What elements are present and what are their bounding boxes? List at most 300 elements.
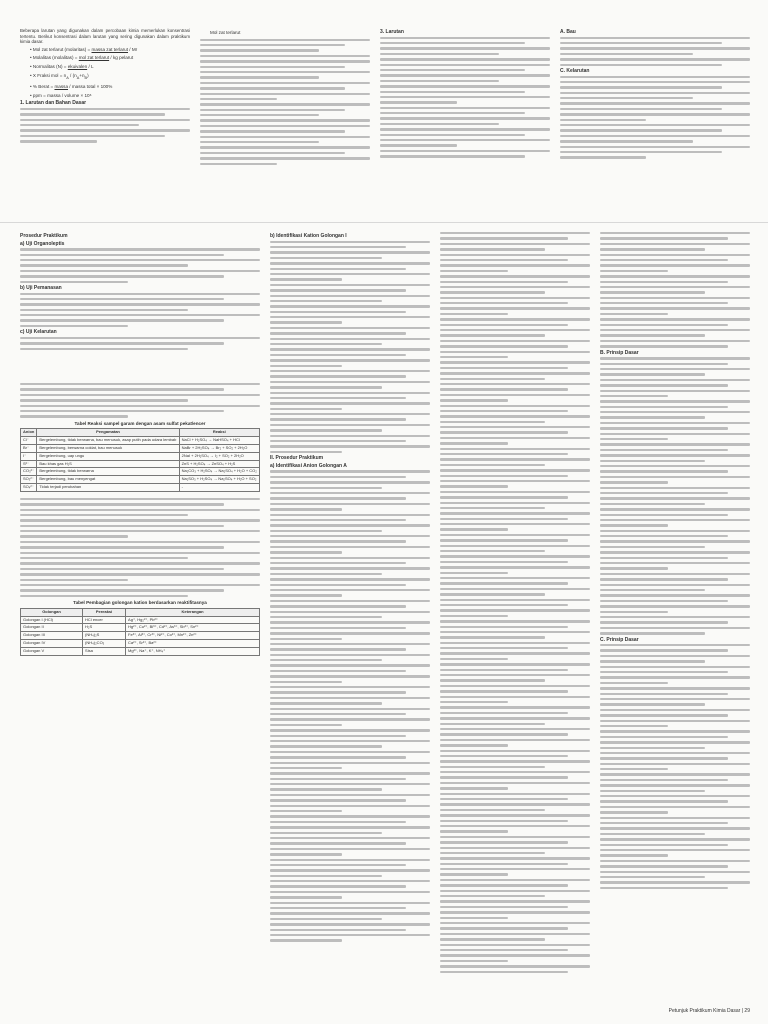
text-line [600, 438, 668, 440]
text-line [600, 390, 750, 392]
text-line [270, 551, 342, 553]
text-line [440, 900, 590, 902]
table-cell: Bergelembung, tidak berwarna [37, 468, 179, 476]
text-line [440, 566, 590, 568]
text-line [270, 875, 382, 877]
text-line [600, 806, 750, 808]
table-cell: I⁻ [21, 452, 37, 460]
text-line [270, 519, 406, 521]
table-header-cell: Keterangan [126, 608, 260, 616]
text-line [270, 740, 430, 742]
text-line [270, 859, 430, 861]
text-line [440, 378, 545, 380]
text-line [270, 492, 430, 494]
text-line [270, 381, 430, 383]
text-line [270, 262, 430, 264]
text-line [440, 302, 568, 304]
text-line [270, 445, 430, 447]
table-cell: SO₄²⁻ [21, 483, 37, 491]
table-cell: Br⁻ [21, 444, 37, 452]
formula-molalitas: • Molalitas (molalitas) = mol zat terlarut / kg pelarut [30, 55, 134, 61]
text-line [440, 717, 590, 719]
table-cell: HCl encer [83, 616, 126, 624]
table-row [21, 616, 260, 624]
formula-top-center: Mol zat terlarut [210, 30, 241, 35]
text-line [600, 655, 750, 657]
text-line [270, 268, 406, 270]
text-line [440, 755, 568, 757]
text-line [270, 638, 342, 640]
formula-ppm: • ppm = massa / volume × 10⁶ [30, 92, 92, 98]
text-line [440, 345, 568, 347]
text-line [600, 497, 750, 499]
text-line [600, 671, 728, 673]
text-line [600, 779, 728, 781]
text-line [270, 912, 430, 914]
text-line [270, 681, 342, 683]
text-line [440, 550, 545, 552]
text-line [600, 784, 750, 786]
text-line [270, 837, 430, 839]
text-line [270, 896, 342, 898]
text-line [270, 332, 406, 334]
table-header-cell: Reaksi [179, 429, 259, 437]
text-line [600, 795, 750, 797]
text-line [270, 918, 382, 920]
text-line [440, 965, 590, 967]
text-line [600, 232, 750, 234]
pengenceran-heading: 1. Larutan dan Bahan Dasar [20, 100, 87, 107]
table-cell: Golongan V [21, 647, 83, 655]
table-cell: H₂S [83, 624, 126, 632]
table-cell: Fe³⁺, Al³⁺, Cr³⁺, Ni²⁺, Co²⁺, Mn²⁺, Zn²⁺ [126, 632, 260, 640]
text-line [440, 787, 508, 789]
text-line [270, 788, 382, 790]
text-line [600, 871, 750, 873]
text-line [600, 291, 705, 293]
text-line [270, 343, 382, 345]
top-center-left-column [200, 28, 370, 213]
text-line [440, 555, 590, 557]
text-line [270, 487, 382, 489]
text-line [600, 768, 668, 770]
text-line [600, 297, 750, 299]
text-line [270, 686, 430, 688]
text-line [600, 324, 728, 326]
text-line [440, 663, 590, 665]
text-line [270, 762, 430, 764]
table-cell: SO₃²⁻ [21, 476, 37, 484]
text-line [270, 338, 430, 340]
text-line [600, 573, 750, 575]
text-line [600, 600, 728, 602]
text-line [270, 756, 406, 758]
text-line [270, 697, 430, 699]
text-line [440, 448, 590, 450]
text-line [440, 917, 508, 919]
text-line [270, 562, 406, 564]
text-line [440, 297, 590, 299]
text-line [600, 546, 705, 548]
text-line [270, 643, 430, 645]
text-line [600, 368, 750, 370]
text-line [270, 573, 382, 575]
text-line [270, 729, 430, 731]
table-cell: Golongan I (HCl) [21, 616, 83, 624]
text-line [270, 810, 342, 812]
bottom-left-column [20, 232, 260, 1012]
text-line [440, 771, 590, 773]
text-line [600, 736, 728, 738]
text-line [600, 757, 728, 759]
text-line [270, 497, 406, 499]
text-line [270, 370, 430, 372]
page-footer: Petunjuk Praktikum Kimia Dasar | 29 [668, 1008, 750, 1014]
text-line [440, 507, 545, 509]
table-header-cell: Anion [21, 429, 37, 437]
table-row [21, 476, 260, 484]
text-line [600, 557, 728, 559]
text-line [270, 311, 406, 313]
text-line [440, 609, 590, 611]
text-line [270, 826, 430, 828]
text-line [440, 415, 590, 417]
text-line [440, 836, 590, 838]
text-line [440, 960, 508, 962]
text-line [270, 869, 430, 871]
text-line [440, 890, 590, 892]
text-line [440, 814, 590, 816]
text-line [270, 594, 342, 596]
text-line [270, 402, 430, 404]
anion-table-caption: Tabel Reaksi sampel garam dengan asam sulfat pekat/encer [74, 420, 206, 426]
text-line [440, 264, 590, 266]
text-line [270, 589, 430, 591]
text-line [440, 750, 590, 752]
text-line [270, 246, 406, 248]
table-cell: Na₂CO₃ + H₂SO₄ → Na₂SO₄ + H₂O + CO₂ [179, 468, 259, 476]
text-line [270, 470, 430, 472]
text-line [600, 487, 750, 489]
formula-fraksi: • X Fraksi mol = $n_A / (n_A+n_B)$ [30, 72, 89, 80]
text-line [440, 679, 545, 681]
text-line [600, 693, 728, 695]
text-line [270, 514, 430, 516]
table-cell: S²⁻ [21, 460, 37, 468]
text-line [440, 491, 590, 493]
text-line [270, 842, 406, 844]
text-line [440, 582, 568, 584]
text-line [440, 270, 508, 272]
text-line [270, 451, 342, 453]
table-row [21, 444, 260, 452]
text-line [600, 345, 728, 347]
text-line [440, 631, 590, 633]
formula-normalitas: • Normalitas (N) = ekuivalen / L [30, 63, 94, 69]
bau-heading: A. Bau [560, 29, 576, 35]
table-header-row [21, 608, 260, 616]
text-line [600, 406, 728, 408]
text-line [600, 334, 705, 336]
text-line [440, 825, 590, 827]
text-line [600, 519, 750, 521]
table-cell: Mg²⁺, Na⁺, K⁺, NH₄⁺ [126, 647, 260, 655]
table-row [21, 452, 260, 460]
table-cell: Na₂SO₃ + H₂SO₄ → Na₂SO₄ + H₂O + SO₂ [179, 476, 259, 484]
text-line [600, 703, 705, 705]
text-line [600, 720, 750, 722]
text-line [440, 410, 568, 412]
table-row [21, 483, 260, 491]
text-line [270, 627, 406, 629]
table-cell: Ag⁺, Hg₂²⁺, Pb²⁺ [126, 616, 260, 624]
text-line [270, 864, 406, 866]
text-line [600, 687, 750, 689]
text-line [270, 815, 430, 817]
text-line [440, 690, 568, 692]
table-header-cell: Golongan [21, 608, 83, 616]
text-line [440, 534, 590, 536]
table-row [21, 468, 260, 476]
text-line [270, 418, 406, 420]
text-line [600, 752, 750, 754]
text-line [270, 413, 430, 415]
text-line [440, 933, 590, 935]
bottom-right-column [600, 232, 750, 992]
text-line [440, 922, 590, 924]
text-line [440, 949, 568, 951]
text-line [270, 907, 406, 909]
table-row [21, 437, 260, 445]
text-line [270, 632, 430, 634]
text-line [440, 712, 568, 714]
text-line [270, 359, 430, 361]
text-line [270, 481, 430, 483]
text-line [270, 611, 430, 613]
text-line [600, 860, 750, 862]
text-line [600, 379, 750, 381]
text-line [270, 605, 406, 607]
intro-paragraph: Beberapa larutan yang digunakan dalam percobaan kimia memerlukan konsentrasi tertentu. Berikut konsentrasi dalam larutan yang sering digunakan dalam praktikum kimia dasar. [20, 28, 190, 45]
text-line [440, 431, 568, 433]
table-row [21, 624, 260, 632]
text-line [270, 305, 430, 307]
text-line [600, 714, 728, 716]
uji-kelarutan-heading: c) Uji Kelarutan [20, 329, 57, 336]
text-line [270, 664, 430, 666]
text-line [440, 599, 590, 601]
text-line [600, 660, 705, 662]
text-line [270, 853, 342, 855]
text-line [440, 232, 590, 234]
text-line [270, 621, 430, 623]
text-line [270, 557, 430, 559]
text-line [600, 562, 750, 564]
text-line [440, 701, 508, 703]
text-line [440, 927, 568, 929]
text-line [270, 718, 430, 720]
text-line [440, 744, 508, 746]
text-line [440, 318, 590, 320]
text-line [440, 561, 568, 563]
uji-organoleptis-heading: a) Uji Organoleptis [20, 240, 65, 247]
text-line [600, 340, 750, 342]
text-line [440, 971, 568, 973]
text-line [440, 642, 590, 644]
text-line [600, 887, 728, 889]
text-line [440, 615, 508, 617]
anion-gol-a-heading: a) Identifikasi Anion Golongan A [270, 462, 347, 469]
table-cell: Cl⁻ [21, 437, 37, 445]
text-line [270, 902, 430, 904]
text-line [440, 809, 545, 811]
anion-reaction-table [20, 428, 260, 491]
text-line [600, 422, 750, 424]
text-line [600, 551, 750, 553]
text-line [600, 503, 705, 505]
text-line [600, 264, 750, 266]
text-line [440, 518, 568, 520]
text-line [440, 313, 508, 315]
text-line [440, 442, 508, 444]
text-line [270, 616, 382, 618]
table-cell: Bau khas gas H₂S [37, 460, 179, 468]
text-line [600, 248, 705, 250]
text-line [440, 944, 590, 946]
table-row [21, 647, 260, 655]
text-line [270, 799, 406, 801]
text-line [440, 766, 545, 768]
text-line [440, 437, 590, 439]
text-line [600, 449, 728, 451]
text-line [270, 508, 342, 510]
table-cell: Sisa [83, 647, 126, 655]
text-line [440, 954, 590, 956]
table-cell: NaCl + H₂SO₄ → NaHSO₄ + HCl [179, 437, 259, 445]
uji-pemanasan-heading: b) Uji Pemanasan [20, 284, 62, 291]
table-header-cell: Pereaksi [83, 608, 126, 616]
text-line [270, 257, 382, 259]
text-line [600, 567, 668, 569]
text-line [440, 469, 590, 471]
text-line [270, 540, 406, 542]
text-line [600, 275, 750, 277]
text-line [440, 760, 590, 762]
text-line [600, 589, 705, 591]
table-cell: Bergelembung, bau menyengat [37, 476, 179, 484]
text-line [440, 545, 590, 547]
text-line [600, 524, 668, 526]
text-line [600, 313, 668, 315]
text-line [270, 567, 430, 569]
text-line [440, 340, 590, 342]
bottom-center-left-column [270, 232, 430, 1012]
prinsip-dasar-2-heading: C. Prinsip Dasar [600, 636, 639, 643]
table-cell: Golongan IV [21, 639, 83, 647]
text-line [270, 386, 382, 388]
table-cell: Bergelembung, berwarna coklat, bau menusuk [37, 444, 179, 452]
text-line [270, 530, 382, 532]
top-center-right-column [380, 28, 550, 213]
text-line [440, 512, 590, 514]
text-line [440, 485, 508, 487]
text-line [440, 604, 568, 606]
text-line [600, 854, 668, 856]
text-line [440, 324, 568, 326]
text-line [270, 821, 406, 823]
text-line [440, 405, 590, 407]
text-line [600, 616, 750, 618]
text-line [440, 852, 545, 854]
text-line [270, 805, 430, 807]
text-line [440, 388, 568, 390]
text-line [270, 503, 430, 505]
text-line [270, 289, 406, 291]
prosedur2-heading: II. Prosedur Praktikum [270, 455, 324, 462]
text-line [270, 429, 382, 431]
text-line [440, 647, 568, 649]
text-line [440, 658, 508, 660]
text-line [600, 243, 750, 245]
text-line [440, 237, 568, 239]
top-left-column [20, 28, 190, 213]
text-line [440, 577, 590, 579]
table-row [21, 460, 260, 468]
text-line [440, 356, 508, 358]
text-line [270, 923, 430, 925]
text-line [600, 763, 750, 765]
text-line [600, 865, 728, 867]
text-line [440, 803, 590, 805]
text-line [270, 648, 406, 650]
text-line [440, 733, 568, 735]
table-cell: (NH₄)₂CO₃ [83, 639, 126, 647]
formula-molaritas: • Mol zat terlarut (molaritas) = massa zat terlarut / Mr [30, 46, 138, 52]
section-divider [0, 222, 768, 223]
text-line [440, 884, 568, 886]
text-line [440, 367, 568, 369]
text-line [270, 546, 430, 548]
text-line [440, 857, 590, 859]
text-line [270, 278, 342, 280]
text-line [600, 433, 750, 435]
text-line [440, 329, 590, 331]
table-cell: CO₃²⁻ [21, 468, 37, 476]
text-line [440, 243, 590, 245]
text-line [440, 394, 590, 396]
text-line [270, 524, 430, 526]
text-line [440, 361, 590, 363]
text-line [440, 685, 590, 687]
text-line [600, 259, 728, 261]
text-line [600, 481, 668, 483]
text-line [600, 666, 750, 668]
text-line [270, 241, 430, 243]
table-cell: NaBr + 2H₂SO₄ → Br₂ + SO₂ + 2H₂O [179, 444, 259, 452]
text-line [600, 286, 750, 288]
text-line [600, 730, 750, 732]
text-line [600, 307, 750, 309]
text-line [270, 783, 430, 785]
text-line [270, 327, 430, 329]
text-line [600, 395, 668, 397]
text-line [440, 572, 508, 574]
text-line [440, 334, 545, 336]
text-line [270, 440, 406, 442]
text-line [600, 747, 705, 749]
table-cell: (NH₄)₂S [83, 632, 126, 640]
table-row [21, 639, 260, 647]
